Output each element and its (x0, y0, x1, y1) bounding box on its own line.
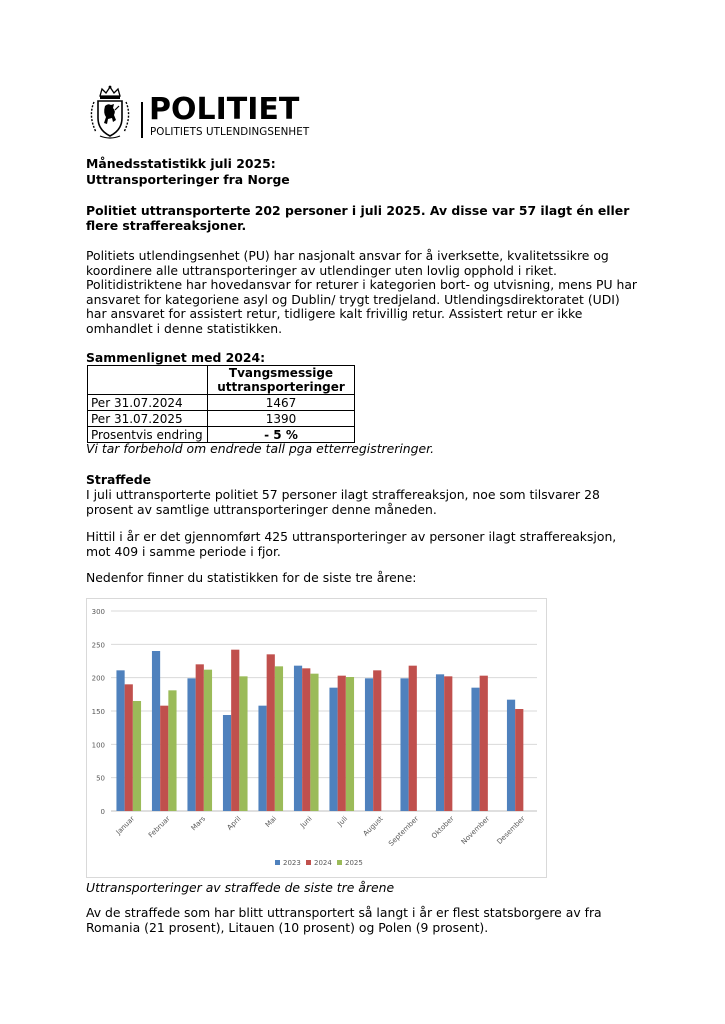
x-tick-label: Juli (336, 814, 350, 828)
straffede-p2-line-1: Hittil i år er det gjennomført 425 uttransporteringer av personer ilagt straffereaksjon, (86, 529, 617, 544)
intro-line-6: omhandlet i denne statistikken. (86, 321, 283, 336)
chart-caption: Uttransporteringer av straffede de siste tre årene (86, 880, 395, 895)
bar-2025-mars (204, 670, 212, 811)
intro-line-2: koordinere alle uttransporteringer av utlendinger uten lovlig opphold i riket. (86, 263, 557, 278)
x-tick-label: August (361, 814, 385, 838)
brand-unit: POLITIETS UTLENDINGSENHET (150, 126, 310, 138)
lead-line-1: Politiet uttransporterte 202 personer i juli 2025. Av disse var 57 ilagt én eller (86, 203, 630, 218)
x-tick-label: Januar (114, 814, 137, 837)
bar-2024-juni (302, 668, 310, 811)
x-tick-label: April (225, 814, 243, 832)
bar-2024-januar (125, 684, 133, 811)
table-header-forced-returns (208, 366, 355, 395)
straffede-p2-line-2: mot 409 i samme periode i fjor. (86, 544, 281, 559)
lead-line-2: flere straffereaksjoner. (86, 218, 247, 233)
chart-svg (87, 599, 546, 877)
legend-swatch-2025 (337, 860, 342, 865)
intro-line-3: Politidistriktene har hovedansvar for returer i kategorien bort- og utvisning, mens PU har (86, 277, 638, 292)
bar-2023-desember (507, 700, 515, 811)
bar-2025-januar (133, 701, 141, 811)
bar-2024-februar (160, 706, 168, 811)
table-header-row (88, 366, 355, 395)
row-value: 1467 (208, 395, 355, 411)
row-value: 1390 (208, 411, 355, 427)
y-tick-label: 250 (91, 641, 105, 650)
bar-2024-august (373, 670, 381, 811)
x-tick-label: Februar (146, 814, 172, 840)
bar-2025-april (239, 676, 247, 811)
intro-line-4: ansvaret for kategoriene asyl og Dublin/ trygt tredjeland. Utlendingsdirektoratet (UDI) (86, 292, 620, 307)
table-header-line-1: Tvangsmessige (228, 366, 334, 380)
straffede-p1-line-1: I juli uttransporterte politiet 57 personer ilagt straffereaksjon, noe som tilsvarer 28 (86, 487, 600, 502)
bar-2025-juli (346, 677, 354, 811)
legend-label: 2025 (345, 859, 363, 867)
bar-2025-juni (310, 674, 318, 811)
x-tick-label: November (459, 814, 492, 847)
title-line-1: Månedsstatistikk juli 2025: (86, 156, 276, 171)
brand-name: POLITIET (149, 92, 300, 127)
y-tick-label: 200 (91, 674, 105, 683)
straffede-bar-chart (86, 598, 547, 878)
comparison-note: Vi tar forbehold om endrede tall pga etterregistreringer. (86, 441, 435, 456)
y-tick-label: 150 (91, 708, 105, 716)
table-row (88, 395, 355, 411)
row-label: Per 31.07.2025 (88, 411, 208, 427)
straffede-p4-line-2: Romania (21 prosent), Litauen (10 prosent) og Polen (9 prosent). (86, 920, 489, 935)
y-tick-label: 300 (91, 608, 105, 616)
bar-2023-oktober (436, 674, 444, 811)
straffede-p3: Nedenfor finner du statistikken for de siste tre årene: (86, 570, 417, 585)
bar-2024-oktober (444, 676, 452, 811)
x-tick-label: Mai (263, 814, 279, 830)
x-tick-label: September (387, 814, 421, 848)
comparison-table (87, 365, 355, 443)
bar-2023-august (365, 678, 373, 811)
bar-2023-mai (258, 706, 266, 811)
table-header-line-2: uttransporteringer (217, 380, 345, 394)
bar-2024-mai (267, 654, 275, 811)
legend-swatch-2024 (306, 860, 311, 865)
y-tick-label: 100 (91, 741, 105, 750)
bar-2024-april (231, 650, 239, 811)
police-crest-icon (86, 84, 134, 140)
bar-2024-juli (338, 676, 346, 811)
x-tick-label: Desember (495, 814, 527, 846)
intro-line-1: Politiets utlendingsenhet (PU) har nasjonalt ansvar for å iverksette, kvalitetssikre og (86, 248, 609, 263)
bar-2023-mars (187, 678, 195, 811)
bar-2023-januar (116, 670, 124, 811)
row-label: Per 31.07.2024 (88, 395, 208, 411)
bar-2023-november (471, 688, 479, 811)
bar-2024-november (480, 676, 488, 811)
bar-2024-mars (196, 664, 204, 811)
bar-2023-juli (329, 688, 337, 811)
legend-label: 2023 (283, 859, 301, 867)
politiet-logo (86, 84, 326, 142)
bar-2023-juni (294, 666, 302, 811)
x-tick-label: Oktober (430, 814, 456, 841)
x-tick-label: Mars (189, 814, 208, 833)
bar-2024-desember (515, 709, 523, 811)
row-label: Prosentvis endring (88, 427, 208, 443)
table-header-empty (88, 366, 208, 395)
bar-2024-september (409, 666, 417, 811)
bar-2023-september (400, 678, 408, 811)
title-line-2: Uttransporteringer fra Norge (86, 172, 290, 187)
comparison-heading: Sammenlignet med 2024: (86, 350, 266, 365)
straffede-p1-line-2: prosent av samtlige uttransporteringer denne måneden. (86, 502, 437, 517)
bar-2025-februar (168, 690, 176, 811)
legend-swatch-2023 (275, 860, 280, 865)
row-value-percent-change: - 5 % (208, 427, 355, 443)
bar-2025-mai (275, 666, 283, 811)
logo-divider (141, 102, 143, 138)
y-tick-label: 0 (100, 808, 105, 816)
bar-2023-februar (152, 651, 160, 811)
bar-2023-april (223, 715, 231, 811)
straffede-p4-line-1: Av de straffede som har blitt uttransportert så langt i år er flest statsborgere av fra (86, 905, 602, 920)
y-tick-label: 50 (96, 774, 105, 783)
x-tick-label: Juni (298, 814, 314, 830)
straffede-heading: Straffede (86, 472, 152, 487)
table-row (88, 411, 355, 427)
intro-line-5: har ansvaret for assistert retur, tidligere kalt frivillig retur. Assistert retur er ikke (86, 306, 583, 321)
legend-label: 2024 (314, 859, 332, 867)
